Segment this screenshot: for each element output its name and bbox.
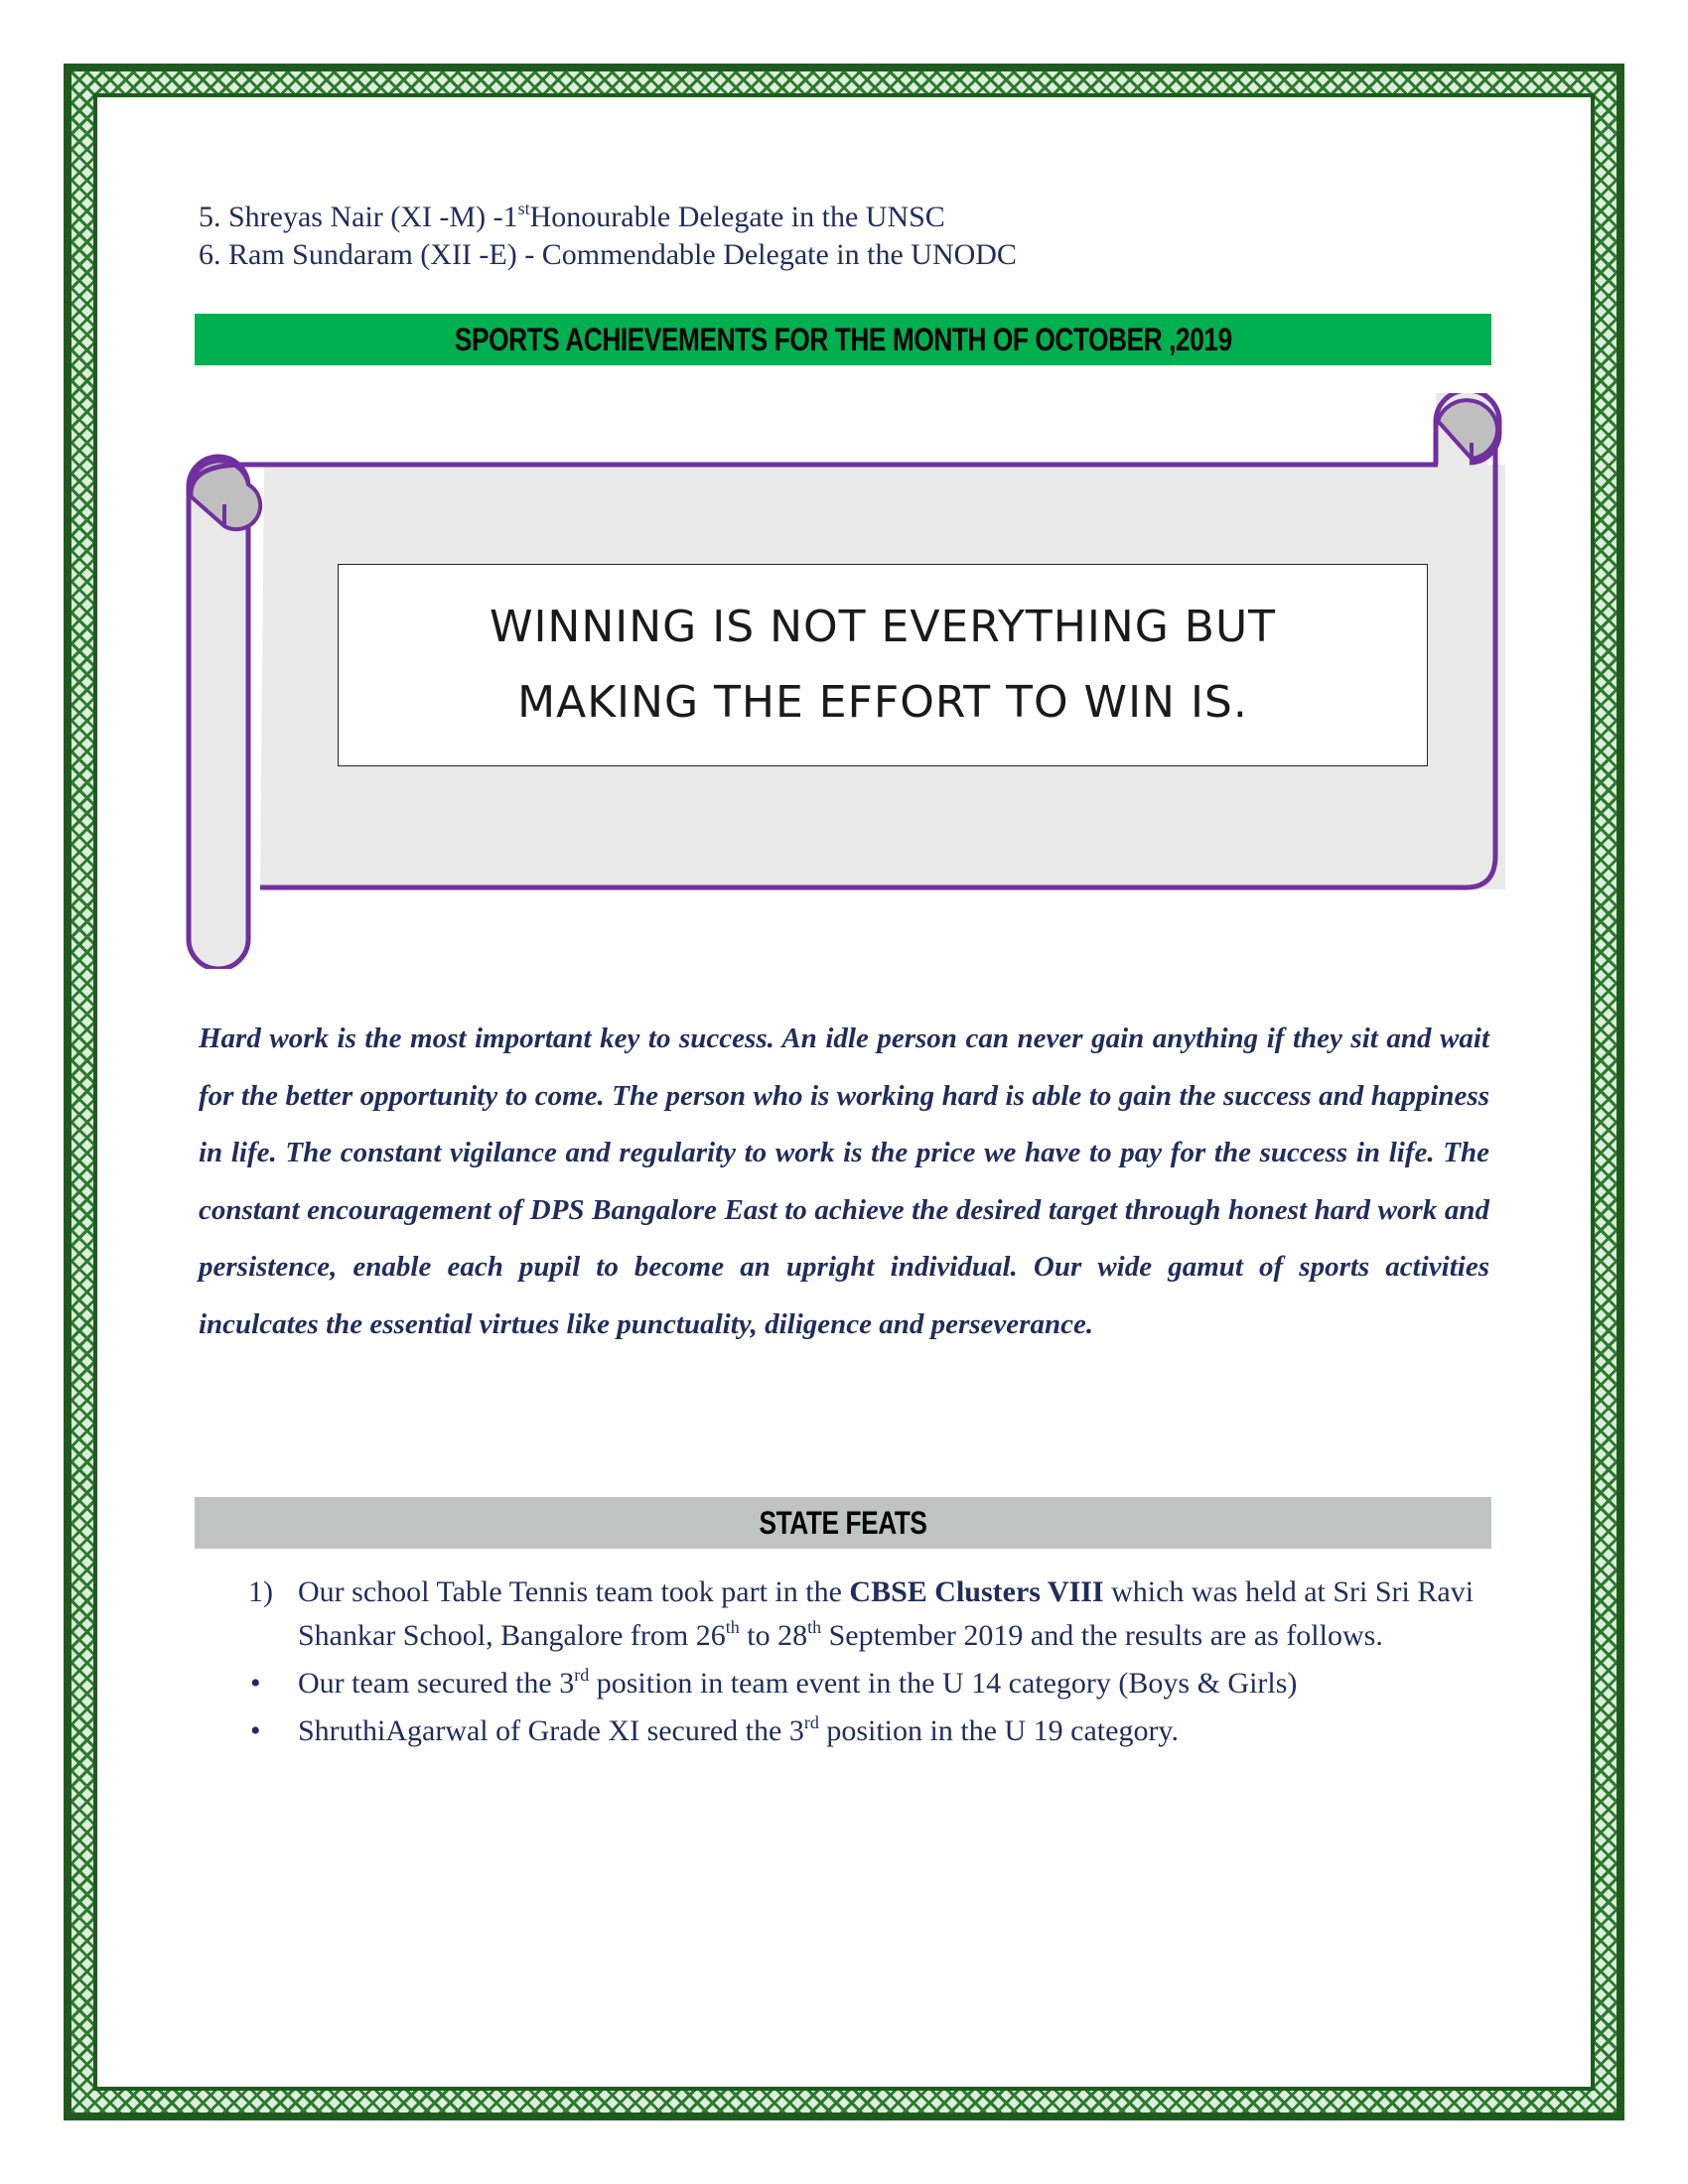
state-feats-heading: STATE FEATS xyxy=(759,1505,927,1541)
delegate-item-5: 5. Shreyas Nair (XI -M) -1stHonourable Delegate in the UNSC xyxy=(199,199,945,233)
quote-box xyxy=(338,564,1428,766)
sports-achievements-banner xyxy=(195,314,1491,365)
item-number: 1) xyxy=(248,1575,273,1608)
state-feat-bullet-2: • ShruthiAgarwal of Grade XI secured the 3rd position in the U 19 category. xyxy=(248,1709,1489,1753)
state-feat-bullet-1: • Our team secured the 3rd position in team event in the U 14 category (Boys & Girls) xyxy=(248,1662,1489,1706)
bullet-icon: • xyxy=(250,1667,261,1700)
bullet-icon: • xyxy=(250,1714,261,1747)
quote-line-2: MAKING THE EFFORT TO WIN IS. xyxy=(517,677,1248,728)
intro-paragraph: Hard work is the most important key to success. An idle person can never gain anything if they sit and wait for the better opportunity to come. The person who is working hard is able to gain the success and happiness in life. The constant vigilance and regularity to work is the price we have to pay for the success in life. The constant encouragement of DPS Bangalore East to achieve the desired target through honest hard work and persistence, enable each pupil to become an upright individual. Our wide gamut of sports activities inculcates the essential virtues like punctuality, diligence and perseverance. xyxy=(199,1023,1489,1340)
state-feats-list xyxy=(248,1570,1489,1753)
quote-line-1: WINNING IS NOT EVERYTHING BUT xyxy=(489,602,1277,652)
state-feat-item-1: 1) Our school Table Tennis team took part in the CBSE Clusters VIII which was held at Sri Sri Ravi Shankar School, Bangalore from 26th to 28th September 2019 and the results are as follows. xyxy=(248,1570,1489,1658)
delegate-item-6: 6. Ram Sundaram (XII -E) - Commendable Delegate in the UNODC xyxy=(199,238,1017,271)
state-feats-banner xyxy=(195,1497,1491,1549)
sports-achievements-heading: SPORTS ACHIEVEMENTS FOR THE MONTH OF OCTOBER ,2019 xyxy=(454,322,1232,357)
